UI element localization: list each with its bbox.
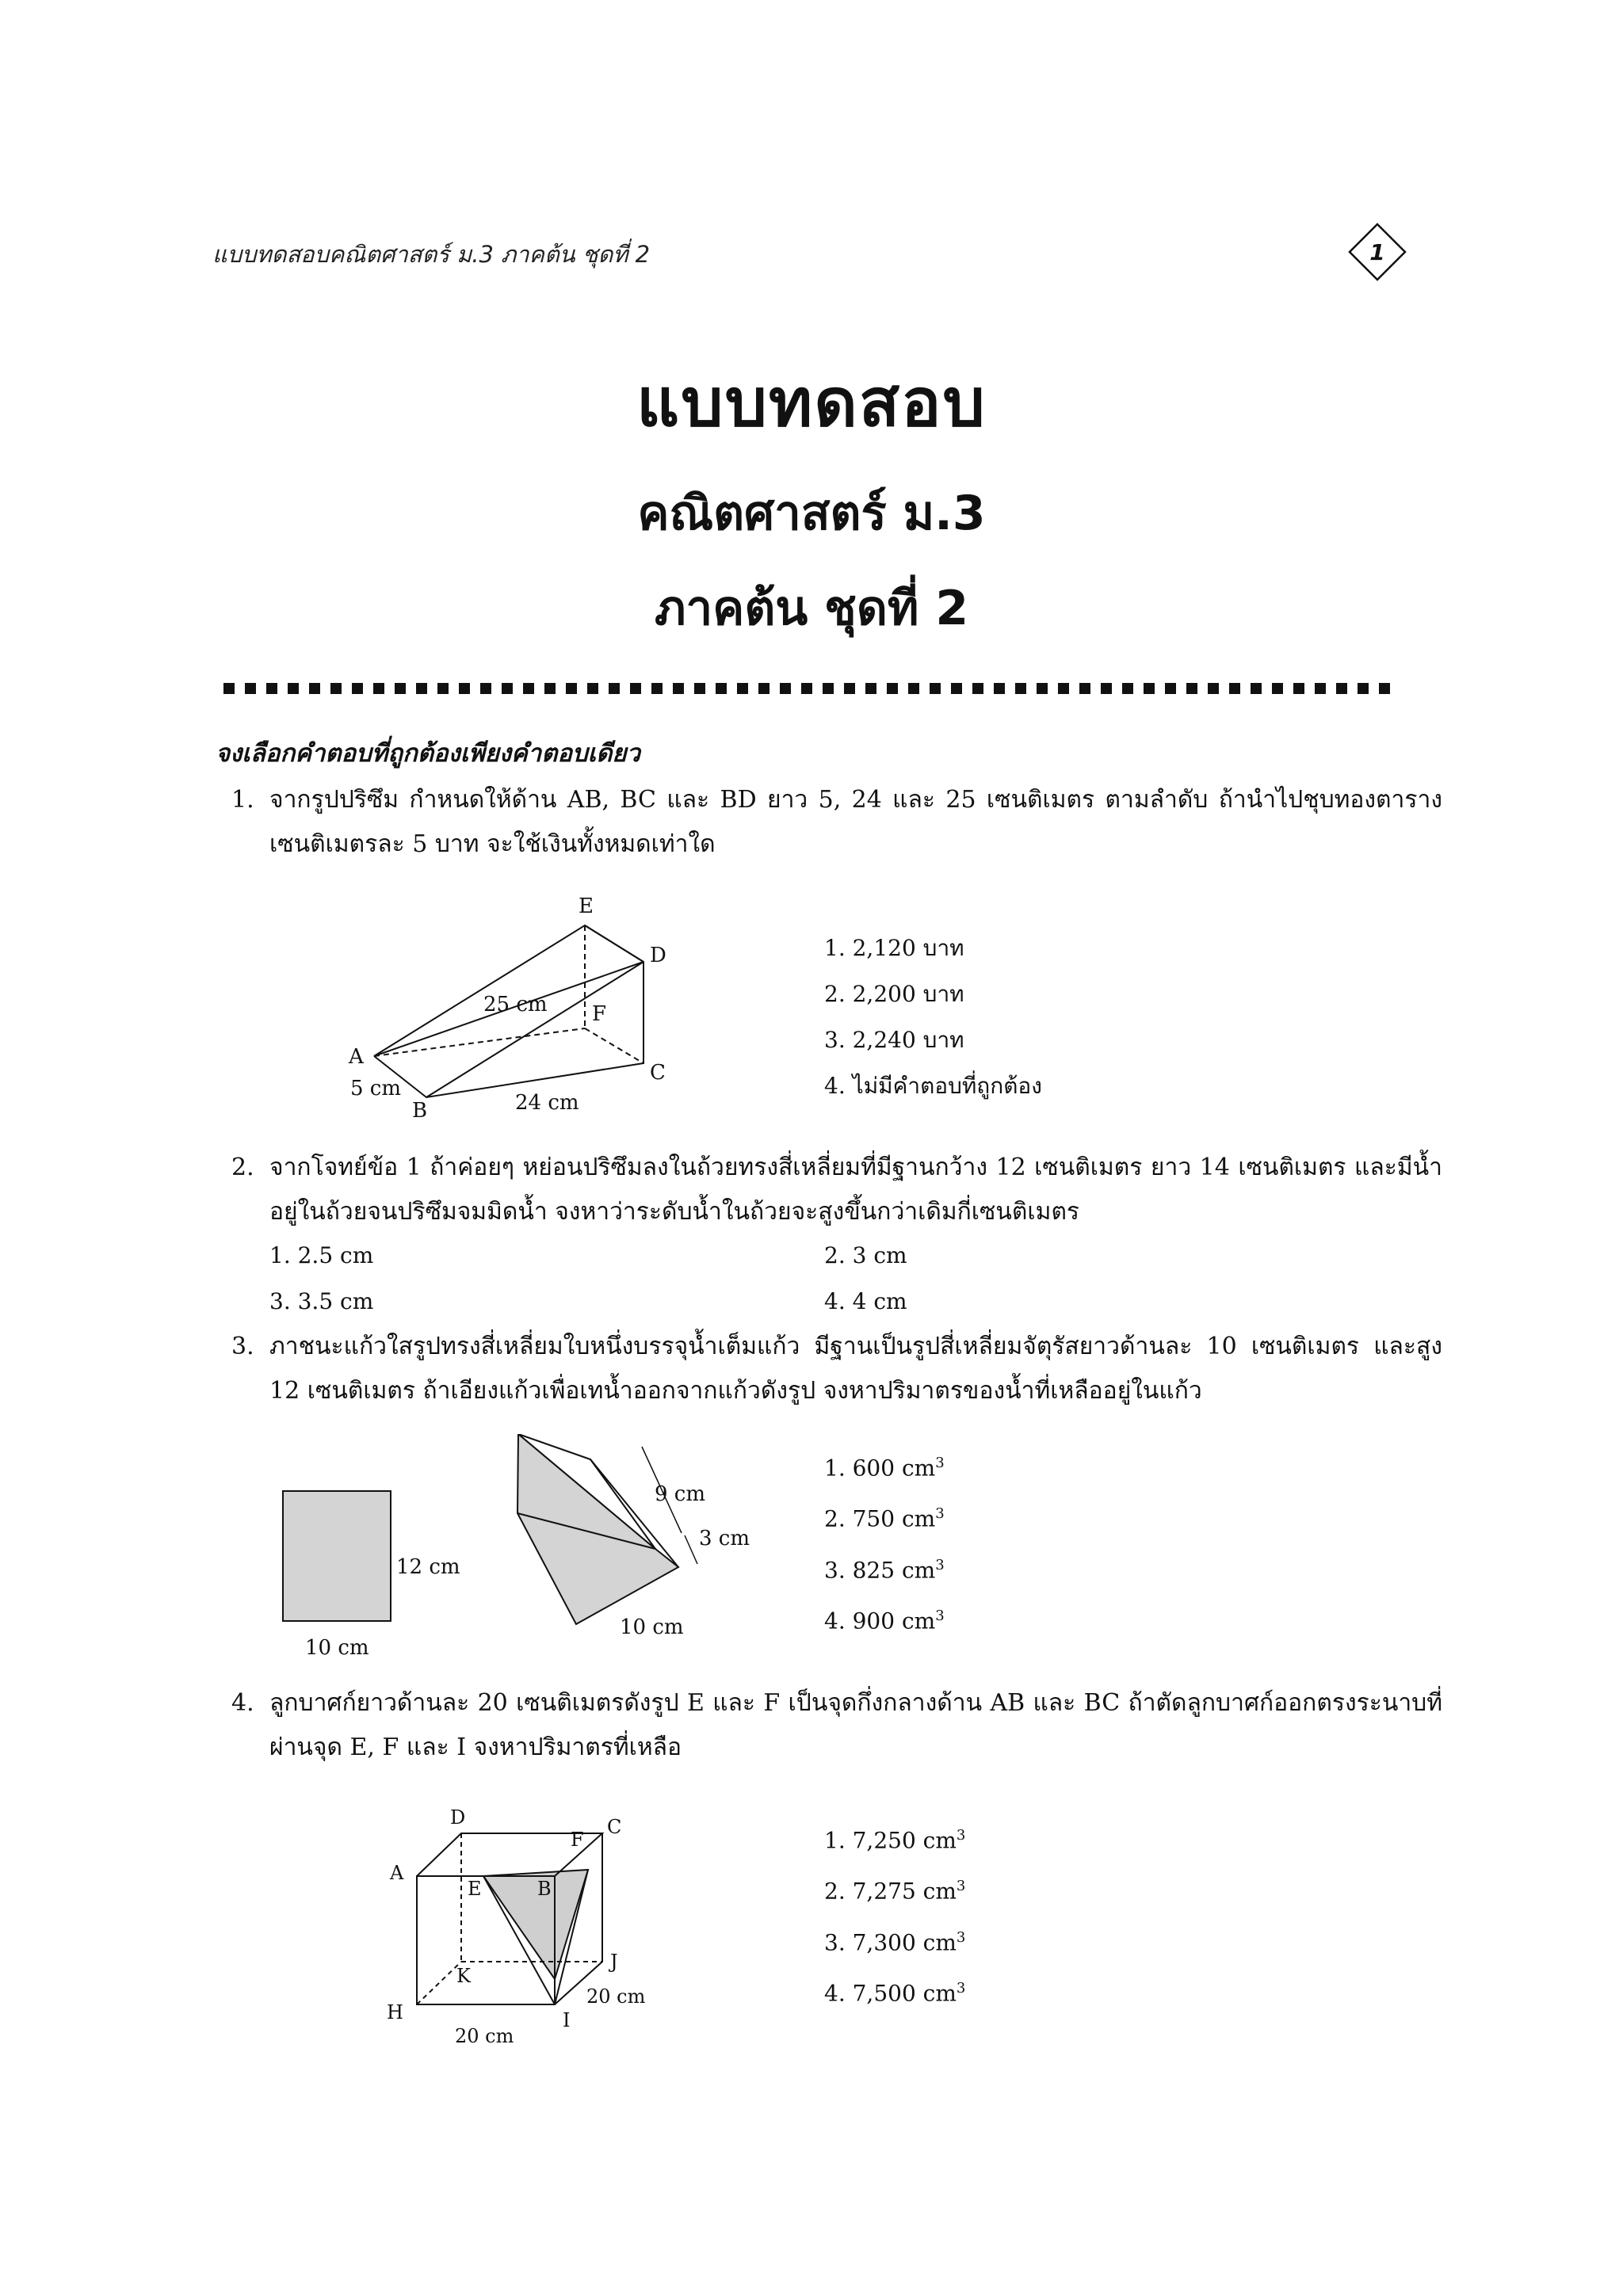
question-text: จากโจทย์ข้อ 1 ถ้าค่อยๆ หย่อนปริซึมลงในถ้วยทรงสี่เหลี่ยมที่มีฐานกว้าง 12 เซนติเมตร ยาว 14 เซนติเมตร และมีน้ำอยู่ในถ้วยจนปริซึมจมมิดน้ำ จงหาว่าระดับน้ำในถ้วยจะสูงขึ้นกว่าเดิมกี่เซนติเมตร [269,1154,1442,1226]
choice-1[interactable]: 1. 2,120 บาท [824,935,964,961]
label-d: D [450,1806,466,1829]
figure-tilted-glass [269,1434,761,1667]
label-bottom: 10 cm [620,1615,684,1639]
label-b: B [412,1099,428,1123]
label-side: 20 cm [586,1985,646,2008]
choice-1[interactable]: 1. 600 $cm^3$ [824,1455,945,1482]
question-text: จากรูปปริซึม กำหนดให้ด้าน AB, BC และ BD ยาว 5, 24 และ 25 เซนติเมตร ตามลำดับ ถ้านำไปชุบทองตารางเซนติเมตรละ 5 บาท จะใช้เงินทั้งหมดเท่าใด [269,786,1442,858]
choice-4[interactable]: 4. 4 cm [824,1288,907,1314]
label-e: E [579,894,594,918]
label-f: F [592,1002,607,1026]
page-number: 1 [1369,239,1385,265]
separator-dots [223,683,1404,696]
choices-q4 [824,1813,965,2016]
page-subtitle-2: ภาคต้น ชุดที่ 2 [654,581,969,636]
question-1 [231,778,1444,873]
label-mid: 3 cm [699,1527,750,1550]
choice-3[interactable]: 3. 825 $cm^3$ [824,1556,945,1583]
question-3 [231,1325,1444,1420]
question-number: 2. [231,1154,254,1181]
question-number: 4. [231,1689,254,1717]
choice-3[interactable]: 3. 7,300 $cm^3$ [824,1928,966,1955]
figure-cube [372,1789,658,2054]
page-title: แบบทดสอบ [636,364,987,441]
instruction: จงเลือกคำตอบที่ถูกต้องเพียงคำตอบเดียว [216,739,640,768]
question-number: 1. [231,786,254,814]
label-k: K [456,1965,471,1987]
label-c: C [607,1816,622,1838]
label-top: 9 cm [655,1482,706,1506]
label-d: D [650,944,666,967]
label-i: I [563,2009,571,2031]
choices-q1 [824,925,1042,1109]
question-text: ลูกบาศก์ยาวด้านละ 20 เซนติเมตรดังรูป E และ F เป็นจุดกึ่งกลางด้าน AB และ BC ถ้าตัดลูกบาศก์ออกตรงระนาบที่ผ่านจุด E, F และ I จงหาปริมาตรที่เหลือ [269,1689,1442,1761]
label-h: H [387,2001,403,2023]
label-f: F [571,1829,584,1851]
label-ab: 5 cm [350,1077,402,1100]
label-j: J [610,1951,618,1973]
figure-prism [333,887,713,1128]
label-bd: 25 cm [483,993,548,1016]
question-2 [231,1146,1444,1241]
choice-2[interactable]: 2. 3 cm [824,1242,907,1268]
label-width: 10 cm [305,1636,369,1660]
label-height: 12 cm [396,1555,460,1579]
choice-1[interactable]: 1. 7,250 $cm^3$ [824,1827,966,1854]
choices-q3 [824,1440,945,1644]
question-text: ภาชนะแก้วใสรูปทรงสี่เหลี่ยมใบหนึ่งบรรจุน้ำเต็มแก้ว มีฐานเป็นรูปสี่เหลี่ยมจัตุรัสยาวด้านละ 10 เซนติเมตร และสูง 12 เซนติเมตร ถ้าเอียงแก้วเพื่อเทน้ำออกจากแก้วดังรูป จงหาปริมาตรของน้ำที่เหลืออยู่ในแก้ว [269,1333,1442,1405]
choice-2[interactable]: 2. 7,275 $cm^3$ [824,1878,966,1905]
question-number: 3. [231,1333,254,1360]
label-a: A [349,1045,364,1069]
choice-1[interactable]: 1. 2.5 cm [269,1242,374,1268]
page-number-badge [1347,222,1407,282]
label-a: A [390,1862,404,1884]
choice-4[interactable]: 4. 7,500 $cm^3$ [824,1979,966,2007]
label-c: C [650,1061,666,1085]
running-header: แบบทดสอบคณิตศาสตร์ ม.3 ภาคต้น ชุดที่ 2 [212,241,651,268]
choice-2[interactable]: 2. 750 $cm^3$ [824,1505,945,1532]
label-bottom: 20 cm [455,2025,514,2047]
question-4 [231,1681,1444,1776]
choice-2[interactable]: 2. 2,200 บาท [824,981,964,1007]
choice-3[interactable]: 3. 2,240 บาท [824,1027,964,1053]
label-b: B [537,1878,552,1900]
label-bc: 24 cm [515,1091,579,1115]
choice-4[interactable]: 4. ไม่มีคำตอบที่ถูกต้อง [824,1073,1042,1099]
choice-3[interactable]: 3. 3.5 cm [269,1288,374,1314]
label-e: E [468,1878,482,1900]
page-subtitle: คณิตศาสตร์ ม.3 [637,486,986,541]
choice-4[interactable]: 4. 900 $cm^3$ [824,1607,945,1634]
